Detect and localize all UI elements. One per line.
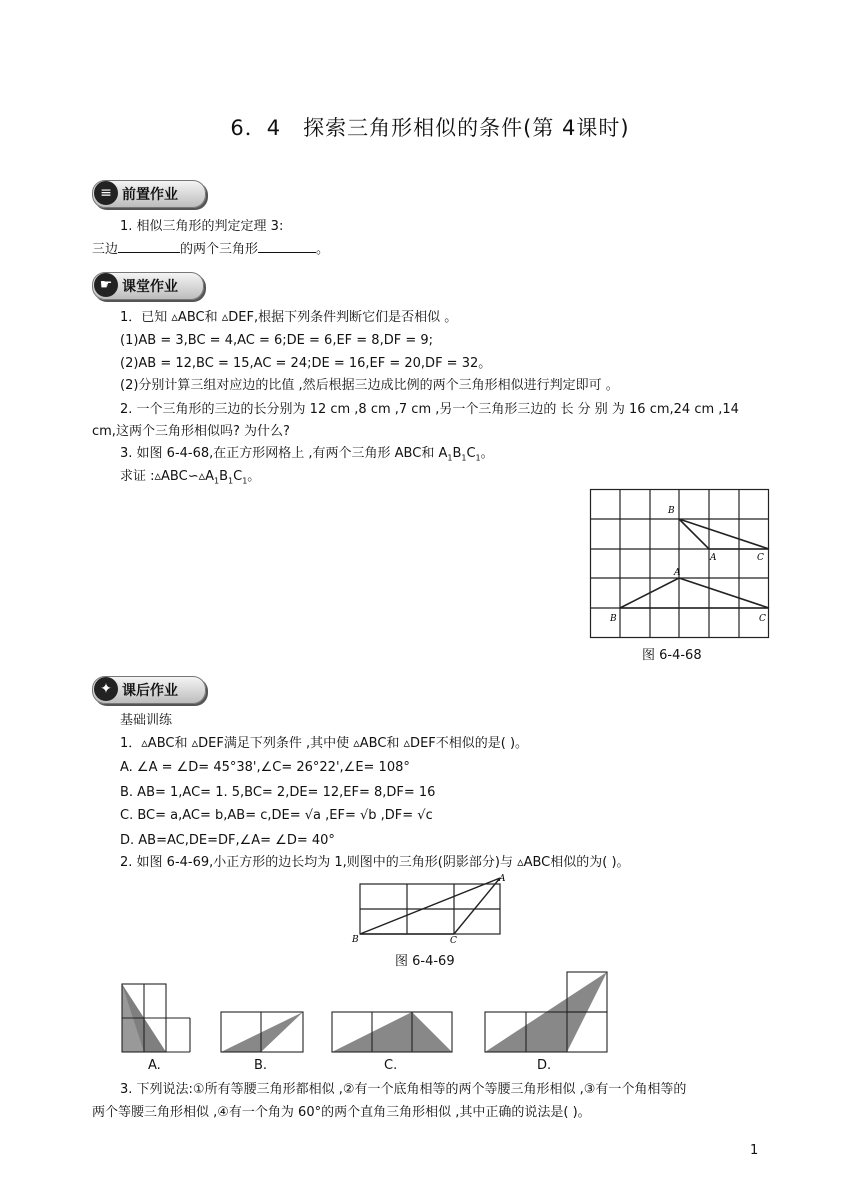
section-banner-class xyxy=(92,272,202,298)
runner-icon: ✦ xyxy=(94,677,118,701)
triangle-abc-69 xyxy=(360,878,500,934)
label-b-69: B xyxy=(352,935,359,945)
section-label: 前置作业 xyxy=(122,187,178,203)
option-b-label: B. xyxy=(254,1058,268,1073)
label-a-69: A xyxy=(499,874,506,884)
pre-question-1-line2: 三边 的两个三角形 。 xyxy=(92,242,330,257)
homework-question-1-option-c: C. BC= a,AC= b,AB= c,DE= √a ,EF= √b ,DF= √c xyxy=(120,808,433,823)
homework-question-1-option-b: B. AB= 1,AC= 1. 5,BC= 2,DE= 12,EF= 8,DF= 16 xyxy=(120,785,436,800)
class-question-1: 1．已知 ▵ABC和 ▵DEF,根据下列条件判断它们是否相似 。 xyxy=(120,310,458,325)
grid-lines xyxy=(590,489,769,638)
page-number: 1 xyxy=(750,1143,759,1158)
class-question-1-hint: (2)分别计算三组对应边的比值 ,然后根据三边成比例的两个三角形相似进行判定即可 。 xyxy=(120,378,619,393)
homework-question-3: 3. 下列说法:①所有等腰三角形都相似 ,②有一个底角相等的两个等腰三角形相似 ,③有一个角相等的 xyxy=(120,1082,687,1097)
label-c-69: C xyxy=(450,936,457,946)
class-question-3-prove: 求证 $:▵ABC∽▵A_1B_1C_1$。 xyxy=(120,469,261,486)
figure-6-4-68 xyxy=(590,489,770,639)
label-b: B xyxy=(610,614,617,624)
section-banner-pre xyxy=(92,180,204,206)
figure-6-4-69 xyxy=(352,872,512,944)
option-a-figure xyxy=(120,982,192,1054)
homework-question-3-line2: 两个等腰三角形相似 ,④有一个角为 60°的两个直角三角形相似 ,其中正确的说法是( )。 xyxy=(92,1105,591,1120)
class-question-1-part1: (1)AB = 3,BC = 4,AC = 6;DE = 6,EF = 8,DF = 9; xyxy=(120,333,433,348)
class-question-2-line2: cm,这两个三角形相似吗? 为什么? xyxy=(92,424,290,439)
class-question-3: 3. 如图 6-4-68,在正方形网格上 ,有两个三角形 ABC和 $A_1B_1C_1$。 xyxy=(120,446,494,463)
section-banner-after xyxy=(92,676,204,702)
triangle-abc xyxy=(620,578,769,608)
homework-question-1-option-d: D. AB=AC,DE=DF,∠A= ∠D= 40° xyxy=(120,833,335,848)
pre-question-1: 1. 相似三角形的判定定理 3: xyxy=(120,219,284,234)
section-label: 课堂作业 xyxy=(122,279,178,295)
figure-6-4-68-caption: 图 6-4-68 xyxy=(642,648,702,663)
class-question-2: 2. 一个三角形的三边的长分别为 12 cm ,8 cm ,7 cm ,另一个三角形三边的 长 分 别 为 16 cm,24 cm ,14 xyxy=(120,402,739,417)
option-c-label: C. xyxy=(384,1058,398,1073)
book-stack-icon: ≡ xyxy=(94,181,118,205)
triangle-a1b1c1 xyxy=(679,519,769,549)
homework-question-1-option-a: A. ∠A = ∠D= 45°38',∠C= 26°22',∠E= 108° xyxy=(120,760,410,775)
label-a: A xyxy=(674,568,681,578)
option-b-figure xyxy=(219,1010,305,1054)
basic-training-heading: 基础训练 xyxy=(120,713,173,728)
option-d-figure xyxy=(483,970,609,1054)
label-c1: C xyxy=(757,553,764,563)
class-question-1-part2: (2)AB = 12,BC = 15,AC = 24;DE = 16,EF = 20,DF = 32。 xyxy=(120,356,492,371)
label-a1: A xyxy=(710,553,717,563)
pointer-icon: ☛ xyxy=(94,273,118,297)
label-c: C xyxy=(759,614,766,624)
label-b1: B xyxy=(668,506,675,516)
figure-6-4-69-caption: 图 6-4-69 xyxy=(395,954,455,969)
option-c-figure xyxy=(330,1010,454,1054)
option-d-label: D. xyxy=(537,1058,552,1073)
homework-question-2: 2. 如图 6-4-69,小正方形的边长均为 1,则图中的三角形(阴影部分)与 ▵ABC相似的为( )。 xyxy=(120,855,630,870)
section-label: 课后作业 xyxy=(122,683,178,699)
option-a-label: A. xyxy=(148,1058,161,1073)
homework-question-1: 1．▵ABC和 ▵DEF满足下列条件 ,其中使 ▵ABC和 ▵DEF不相似的是( )。 xyxy=(120,736,529,751)
page-title: 6．4 探索三角形相似的条件(第 4课时) xyxy=(230,116,630,140)
